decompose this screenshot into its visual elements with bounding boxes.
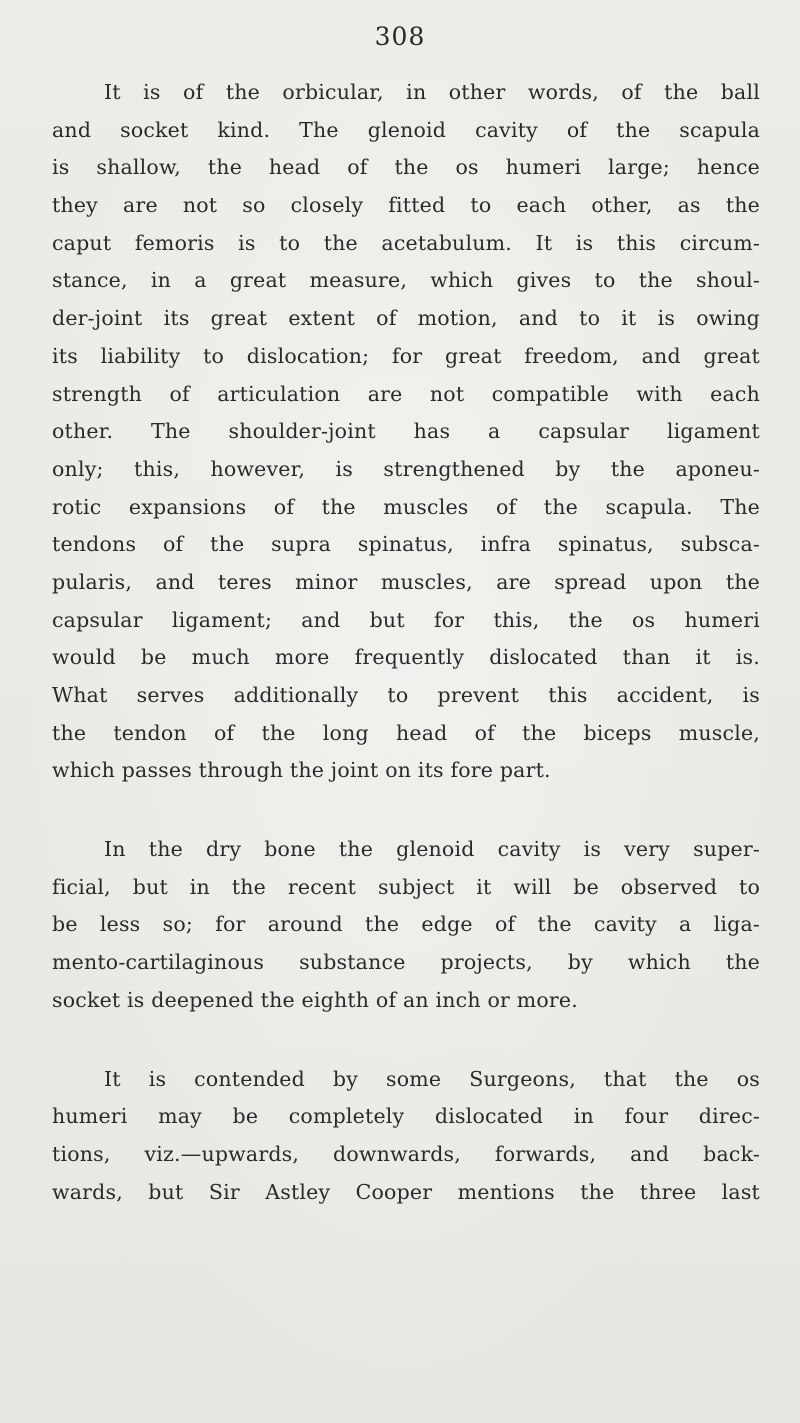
text-line: is shallow, the head of the os humeri large; hence [52, 155, 760, 180]
text-line: pularis, and teres minor muscles, are spread upon the [52, 569, 760, 594]
paragraph-gap [52, 790, 760, 831]
paragraph-glenoid-cavity [52, 831, 760, 1019]
text-line: stance, in a great measure, which gives to the shoul- [52, 268, 760, 293]
page-number: 308 [374, 22, 426, 51]
text-line: rotic expansions of the muscles of the scapula. The [52, 494, 760, 519]
text-line: would be much more frequently dislocated than it is. [52, 645, 760, 670]
text-line: and socket kind. The glenoid cavity of the scapula [52, 117, 760, 142]
text-line: tions, viz.—upwards, downwards, forwards, and back- [52, 1141, 760, 1166]
text-line: only; this, however, is strengthened by the aponeu- [52, 456, 760, 481]
text-line: caput femoris is to the acetabulum. It is this circum- [52, 230, 760, 255]
text-line: mento-cartilaginous substance projects, by which the [52, 950, 760, 975]
text-line: wards, but Sir Astley Cooper mentions the three last [52, 1179, 760, 1204]
text-line: socket is deepened the eighth of an inch or more. [52, 987, 578, 1012]
text-line: It is of the orbicular, in other words, of the ball [104, 80, 760, 104]
text-line: ficial, but in the recent subject it will be observed to [52, 874, 760, 899]
text-line: der-joint its great extent of motion, and to it is owing [52, 306, 760, 331]
text-line: It is contended by some Surgeons, that the os [104, 1066, 760, 1091]
text-line: In the dry bone the glenoid cavity is very super- [104, 837, 760, 862]
text-line: What serves additionally to prevent this accident, is [52, 683, 760, 707]
paragraph-gap [52, 1020, 760, 1061]
text-line: humeri may be completely dislocated in four direc- [52, 1104, 760, 1129]
paragraph-shoulder-joint [52, 74, 760, 790]
body-text [52, 74, 760, 1211]
text-line: its liability to dislocation; for great freedom, and great [52, 343, 760, 368]
paragraph-dislocation-directions [52, 1061, 760, 1212]
text-line: strength of articulation are not compatible with each [52, 381, 760, 406]
text-line: the tendon of the long head of the biceps muscle, [52, 720, 760, 745]
text-line: tendons of the supra spinatus, infra spinatus, subsca- [52, 532, 760, 557]
text-line: capsular ligament; and but for this, the os humeri [52, 607, 760, 632]
text-line: which passes through the joint on its fore part. [52, 758, 551, 783]
text-line: other. The shoulder-joint has a capsular ligament [52, 419, 760, 444]
text-line: be less so; for around the edge of the cavity a liga- [52, 912, 760, 937]
text-line: they are not so closely fitted to each other, as the [52, 193, 760, 218]
